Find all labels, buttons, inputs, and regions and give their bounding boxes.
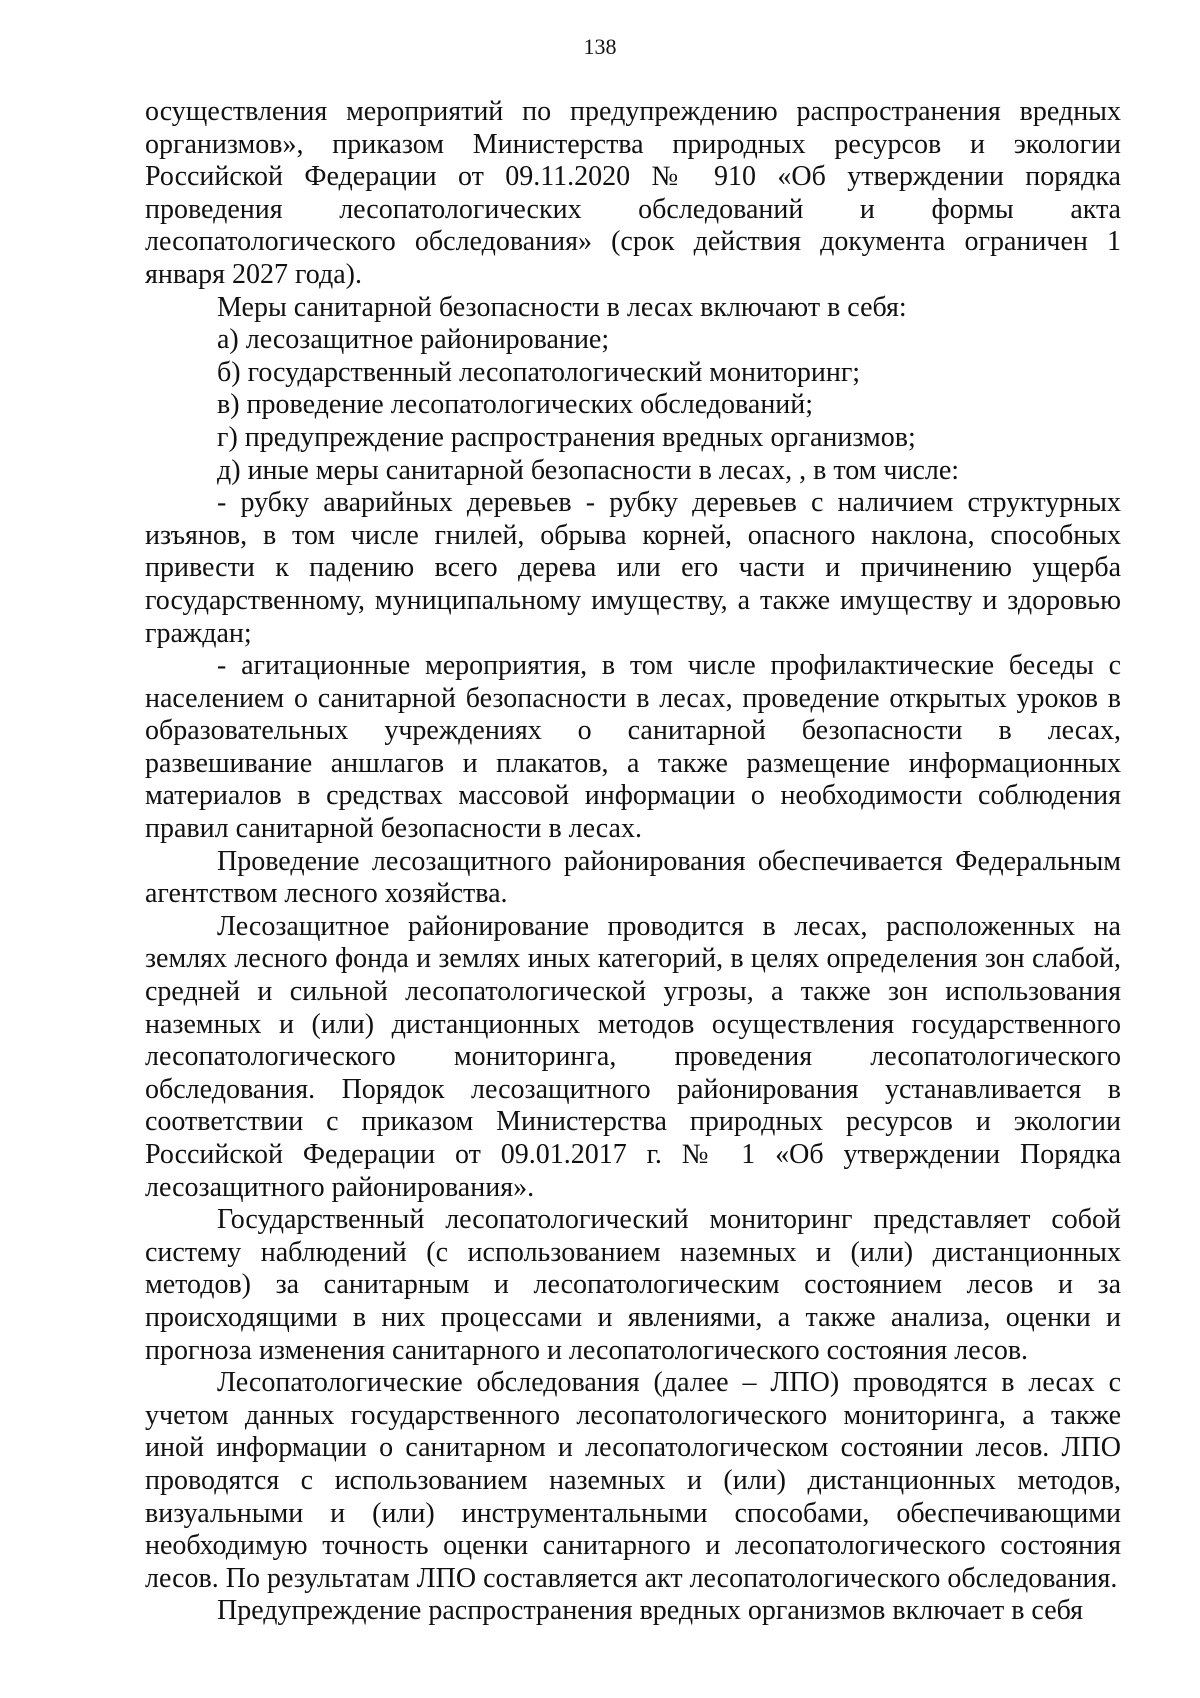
list-item-a: а) лесозащитное районирование; bbox=[217, 324, 610, 356]
list-item-b: б) государственный лесопатологический мониторинг; bbox=[217, 356, 861, 388]
paragraph-zoning-agency: Проведение лесозащитного районирования обеспечивается Федеральным агентством лесного хозяйства. bbox=[145, 845, 1121, 910]
paragraph-zoning: Лесозащитное районирование проводится в лесах, расположенных на землях лесного фонда и землях иных категорий, в целях определения зон слабой, средней и сильной лесопатологической угрозы, а также зон использования наземных и (или) дистанционных методов осуществления государственного лесопатологического мониторинга, проведения лесопатологического обследования. Порядок лесозащитного районирования устанавливается в соответствии с приказом Министерства природных ресурсов и экологии Российской Федерации от 09.01.2017 г. № 1 «Об утверждении Порядка лесозащитного районирования». bbox=[145, 910, 1121, 1203]
paragraph-measures-intro: Меры санитарной безопасности в лесах включают в себя: bbox=[217, 291, 907, 323]
list-item-g: г) предупреждение распространения вредных организмов; bbox=[217, 421, 916, 453]
page-number: 138 bbox=[583, 34, 617, 59]
list-item-d: д) иные меры санитарной безопасности в лесах, , в том числе: bbox=[217, 454, 960, 486]
document-body bbox=[145, 96, 1121, 1628]
paragraph-agitation: - агитационные мероприятия, в том числе профилактические беседы с населением о санитарной безопасности в лесах, проведение открытых уроков в образовательных учреждениях о санитарной безопасности в лесах, развешивание аншлагов и плакатов, а также размещение информационных материалов в средствах массовой информации о необходимости соблюдения правил санитарной безопасности в лесах. bbox=[145, 650, 1121, 845]
paragraph-emergency-trees: - рубку аварийных деревьев - рубку деревьев с наличием структурных изъянов, в том числе гнилей, обрыва корней, опасного наклона, способных привести к падению всего дерева или его части и причинению ущерба государственному, муниципальному имуществу, а также имуществу и здоровью граждан; bbox=[145, 487, 1121, 649]
list-item-v: в) проведение лесопатологических обследований; bbox=[217, 389, 814, 421]
paragraph-monitoring: Государственный лесопатологический мониторинг представляет собой систему наблюдений (с использованием наземных и (или) дистанционных методов) за санитарным и лесопатологическим состоянием лесов и за происходящими в них процессами и явлениями, а также анализа, оценки и прогноза изменения санитарного и лесопатологического состояния лесов. bbox=[145, 1204, 1121, 1366]
paragraph-continuation: осуществления мероприятий по предупреждению распространения вредных организмов», приказом Министерства природных ресурсов и экологии Российской Федерации от 09.11.2020 № 910 «Об утверждении порядка проведения лесопатологических обследований и формы акта лесопатологического обследования» (срок действия документа ограничен 1 января 2027 года). bbox=[145, 96, 1121, 290]
paragraph-lpo: Лесопатологические обследования (далее – ЛПО) проводятся в лесах с учетом данных государственного лесопатологического мониторинга, а также иной информации о санитарном и лесопатологическом состоянии лесов. ЛПО проводятся с использованием наземных и (или) дистанционных методов, визуальными и (или) инструментальными способами, обеспечивающими необходимую точность оценки санитарного и лесопатологического состояния лесов. По результатам ЛПО составляется акт лесопатологического обследования. bbox=[145, 1367, 1121, 1594]
paragraph-prevention: Предупреждение распространения вредных организмов включает в себя bbox=[217, 1595, 1084, 1627]
